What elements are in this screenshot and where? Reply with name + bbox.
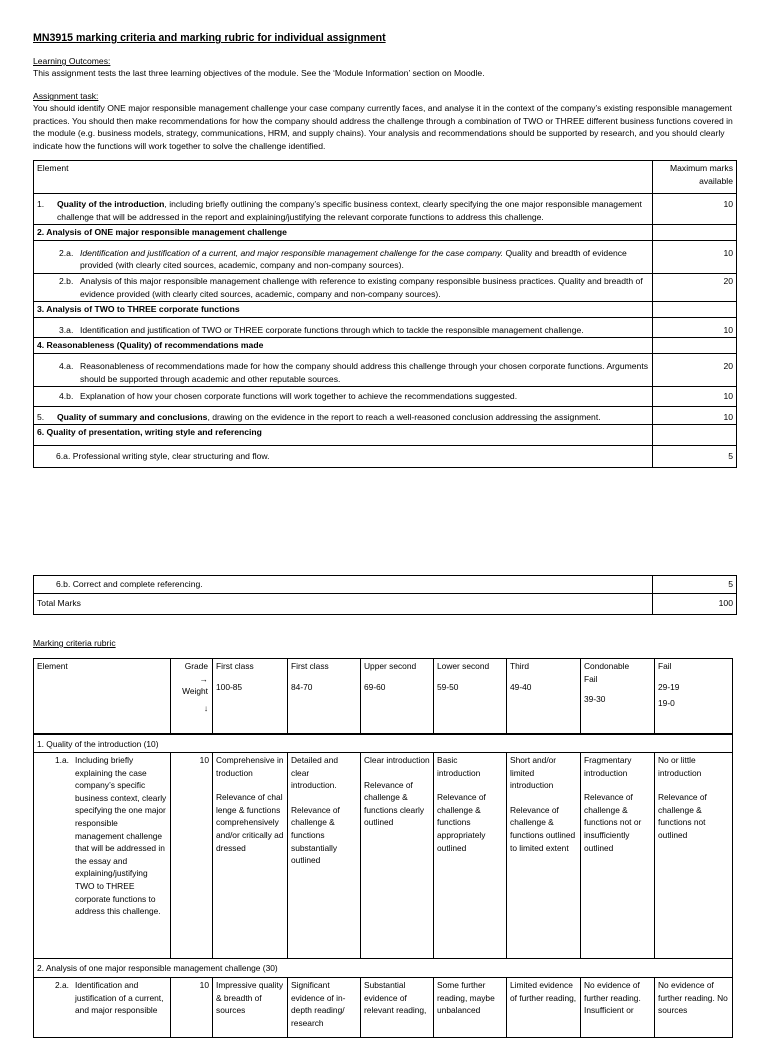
- assignment-task-heading: Assignment task:: [33, 91, 99, 101]
- row-marks: 10: [653, 194, 737, 225]
- row-marks: 10: [653, 406, 737, 425]
- criteria-text: Relevance of challenge & functions substantially outlined: [291, 804, 340, 866]
- row-marks: 10: [653, 240, 737, 273]
- row-description: Analysis of this major responsible management challenge with reference to existing company responsible business practices. Quality and breadth of evidence provided (with clearly cited sources, academic, company and non-company sources).: [80, 275, 643, 299]
- grade-range: 100-85: [216, 681, 243, 692]
- total-label: Total Marks: [34, 594, 653, 615]
- criteria-text: No or little introduction: [658, 755, 702, 778]
- rubric-table: [33, 658, 733, 1038]
- criteria-text: Clear introduction: [364, 755, 430, 765]
- criteria-text: Relevance of challenge & functions outlined to limited extent: [510, 804, 576, 853]
- row-description: 6.b. Correct and complete referencing.: [34, 576, 653, 594]
- criteria-text: Comprehensive introduction: [216, 755, 284, 778]
- grade-name: First class: [216, 661, 254, 671]
- criteria-text: No evidence of further reading. No sources: [655, 978, 733, 1038]
- row-title: Quality of summary and conclusions: [57, 411, 208, 422]
- table-row: [34, 594, 737, 615]
- grade-range: 49-40: [510, 681, 532, 692]
- row-description: 6.a. Professional writing style, clear structuring and flow.: [34, 445, 653, 467]
- grade-range: 84-70: [291, 681, 313, 692]
- row-description: Reasonableness of recommendations made for how the company should address this challenge through your chosen corporate functions. Arguments should be supported through academic and other reputable sources.: [80, 360, 648, 384]
- table-row: [34, 302, 737, 318]
- row-number: 1.: [37, 199, 45, 209]
- row-marks: 5: [653, 445, 737, 467]
- marks-table: [33, 160, 737, 468]
- grade-range: 69-60: [364, 681, 386, 692]
- row-description: , drawing on the evidence in the report to reach a well-reasoned conclusion addressing the assignment.: [207, 411, 601, 422]
- grade-column-first-class: [288, 659, 361, 734]
- row-number: 4.a.: [59, 360, 74, 371]
- row-number: 4.b.: [59, 391, 74, 402]
- section-title: 1. Quality of the introduction (10): [34, 734, 733, 753]
- arrow-down-icon: ↓: [203, 702, 208, 713]
- rubric-header-element: Element: [34, 659, 171, 734]
- row-number: 5.: [37, 411, 45, 422]
- learning-outcomes-heading: Learning Outcomes:: [33, 56, 111, 66]
- rubric-header-grade-weight: [171, 659, 213, 734]
- row-weight: 10: [171, 753, 213, 959]
- criteria-text: Relevance of challenge & functions appropriately outlined: [437, 792, 486, 853]
- grade-column-upper-second: [361, 659, 434, 734]
- criteria-text: Substantial evidence of relevant reading,: [361, 978, 434, 1038]
- grade-column-third: [507, 659, 581, 734]
- grade-range: 39-30: [584, 694, 606, 705]
- row-title: Quality of the introduction: [57, 199, 165, 209]
- section-title: 2. Analysis of ONE major responsible management challenge: [34, 225, 653, 241]
- table-row: [34, 240, 737, 273]
- grade-range: 19-0: [658, 698, 675, 709]
- grade-column-condonable-fail: [581, 659, 655, 734]
- row-description: Quality and breadth of evidence provided (with clearly cited sources, academic, company and non-company sources).: [80, 247, 627, 271]
- row-description: Explanation of how your chosen corporate functions will work together to achieve the recommendations suggested.: [80, 391, 518, 402]
- rubric-row: [34, 753, 733, 959]
- criteria-text: Impressive quality & breadth of sources: [213, 978, 288, 1038]
- row-marks: 20: [653, 353, 737, 386]
- row-marks: 10: [653, 387, 737, 407]
- criteria-text: Significant evidence of in-depth reading/ research: [288, 978, 361, 1038]
- section-title: 2. Analysis of one major responsible management challenge (30): [34, 959, 733, 978]
- criteria-text: Relevance of challenge & functions clearly outlined: [364, 779, 425, 828]
- assignment-task-text: You should identify ONE major responsible management challenge your case company currently faces, and analyse it in the context of the company’s existing responsible management practices. You should then make recommendations for how the company should address the challenge through a combination of TWO or THREE different business functions covered in the module (e.g. business models, strategy, communications, HRM, and supply chains). Your analysis and recommendations should be supported by research, and you should clearly indicate how the functions will work together to solve the challenge identified.: [33, 103, 733, 151]
- grade-name: Lower second: [437, 661, 490, 671]
- rubric-header-row: [34, 659, 733, 734]
- row-description: , including briefly outlining the company’s specific business context, clearly specifying the one major responsible management challenge that will be addressed in the report and explaining/justifying the relevant corporate functions to address this challenge.: [57, 199, 642, 222]
- criteria-text: Basic introduction: [437, 755, 481, 778]
- table-row: [34, 194, 737, 225]
- criteria-text: Limited evidence of further reading,: [507, 978, 581, 1038]
- row-title: Identification and justification of a current, and major responsible management challenge for the case company.: [80, 247, 504, 258]
- rubric-section-row: [34, 734, 733, 753]
- table-row: [34, 576, 737, 594]
- table-row: [34, 406, 737, 425]
- criteria-text: Relevance of challenge & functions comprehensively and/or critically addressed: [216, 792, 284, 853]
- criteria-text: Relevance of challenge & functions not or insufficiently outlined: [584, 792, 642, 853]
- total-marks: 100: [653, 594, 737, 615]
- table-row: [34, 225, 737, 241]
- grade-column-first-class-high: [213, 659, 288, 734]
- row-marks: 20: [653, 273, 737, 301]
- criteria-text: Short and/or limited introduction: [510, 755, 557, 791]
- grade-range: 29-19: [658, 681, 680, 692]
- weight-label: Weight: [182, 686, 208, 697]
- grade-name: Upper second: [364, 661, 417, 671]
- section-title: 4. Reasonableness (Quality) of recommendations made: [34, 338, 653, 354]
- arrow-right-icon: →: [199, 673, 208, 684]
- grade-name: First class: [291, 661, 329, 671]
- table-row: [34, 273, 737, 301]
- row-number: 1.a.: [55, 755, 69, 765]
- table-row: [34, 353, 737, 386]
- grade-column-fail: [655, 659, 733, 734]
- grade-name: Condonable Fail: [584, 661, 630, 684]
- criteria-text: Some further reading, maybe unbalanced: [434, 978, 507, 1038]
- row-number: 3.a.: [59, 324, 74, 335]
- grade-range: 59-50: [437, 681, 459, 692]
- grade-name: Fail: [658, 661, 672, 671]
- row-marks: 10: [653, 317, 737, 338]
- table-row: [34, 387, 737, 407]
- document-title: MN3915 marking criteria and marking rubric for individual assignment: [33, 32, 386, 44]
- row-marks: 5: [653, 576, 737, 594]
- marks-table-header-element: Element: [34, 161, 653, 194]
- grade-label: Grade: [184, 661, 208, 671]
- marks-table-header-max: Maximum marks available: [653, 161, 737, 194]
- row-number: 2.b.: [59, 275, 74, 286]
- marks-table-continued: [33, 575, 737, 615]
- grade-column-lower-second: [434, 659, 507, 734]
- rubric-row: [34, 978, 733, 1038]
- row-weight: 10: [171, 978, 213, 1038]
- rubric-heading: Marking criteria rubric: [33, 638, 116, 648]
- criteria-text: Fragmentary introduction: [584, 755, 632, 778]
- table-row: [34, 317, 737, 338]
- row-number: 2.a.: [59, 247, 74, 258]
- table-row: [34, 425, 737, 446]
- criteria-text: Relevance of challenge & functions not outlined: [658, 792, 707, 840]
- rubric-section-row: [34, 959, 733, 978]
- criteria-text: Detailed and clear introduction.: [291, 755, 339, 791]
- section-title: 6. Quality of presentation, writing style and referencing: [34, 425, 653, 446]
- section-title: 3. Analysis of TWO to THREE corporate functions: [34, 302, 653, 318]
- grade-name: Third: [510, 661, 530, 671]
- criteria-text: No evidence of further reading. Insufficient or: [581, 978, 655, 1038]
- learning-outcomes-text: This assignment tests the last three learning objectives of the module. See the ‘Module Information’ section on Moodle.: [33, 68, 485, 78]
- row-description: Including briefly explaining the case company’s specific business context, clearly specifying the one major responsible management challenge that will be addressed in the essay and explaining/justifying TWO to THREE corporate functions to address this challenge.: [75, 755, 167, 917]
- row-number: 2.a.: [55, 980, 69, 990]
- table-row: [34, 445, 737, 467]
- row-description: Identification and justification of TWO or THREE corporate functions through which to tackle the responsible management challenge.: [80, 324, 584, 335]
- table-row: [34, 338, 737, 354]
- row-description: Identification and justification of a current, and major responsible: [75, 980, 164, 1016]
